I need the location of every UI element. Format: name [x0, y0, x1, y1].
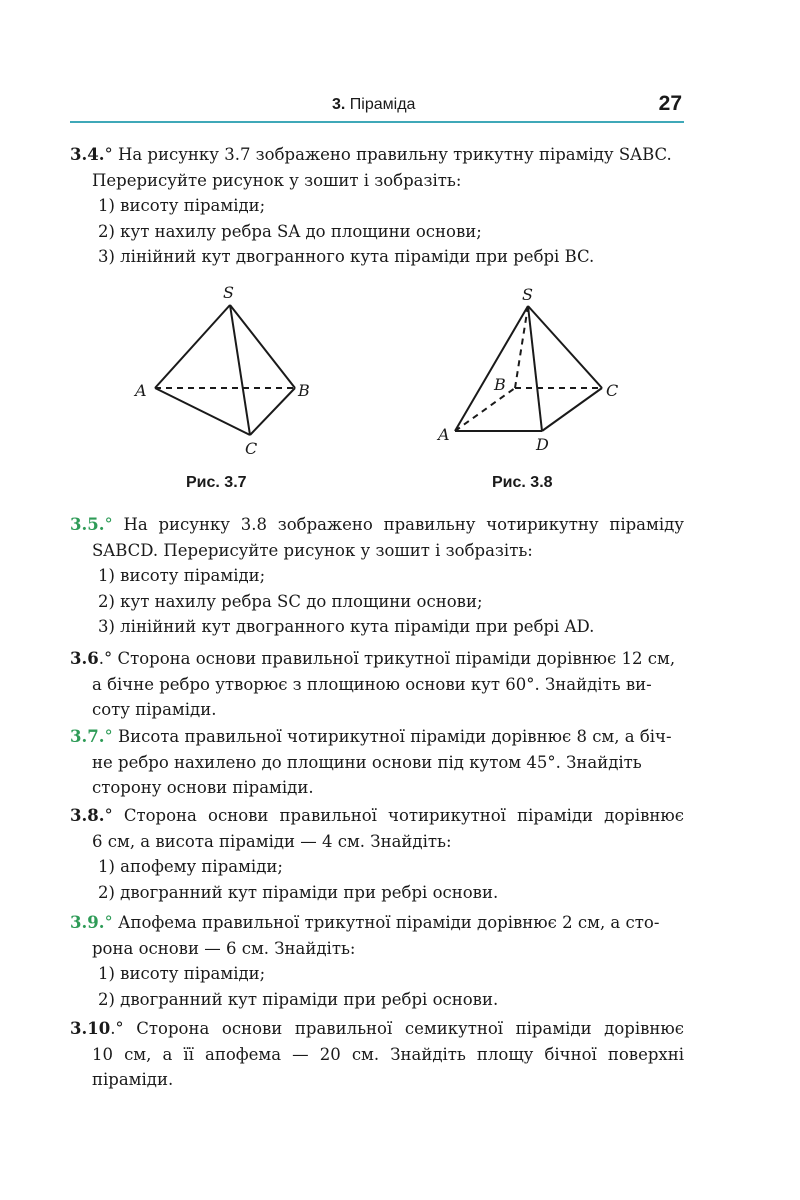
problem-number: 3.7. — [70, 727, 105, 746]
problem-line: 2) кут нахилу ребра SA до площини основи; — [98, 221, 482, 241]
vertex-label-d: D — [536, 435, 549, 454]
problem-line: а бічне ребро утворює з площиною основи кут 60°. Знайдіть ви- — [92, 674, 652, 694]
chapter-title: 3. Піраміда — [332, 96, 416, 113]
page-number: 27 — [658, 92, 682, 115]
problem-line: SABCD. Перерисуйте рисунок у зошит і зобразіть: — [92, 540, 533, 560]
problem-line: 6 см, а висота піраміди — 4 см. Знайдіть: — [92, 831, 452, 851]
problem-line: Сторона основи правильної трикутної піраміди дорівнює 12 см, — [117, 649, 676, 668]
problem-line: соту піраміди. — [92, 700, 217, 719]
problem-3-9: 3.9.° Апофема правильної трикутної піраміди дорівнює 2 см, а сто- рона основи — 6 см. Знайдіть: 1) висоту піраміди; 2) двогранний кут піраміди при ребрі основи. — [70, 910, 684, 1012]
problem-line: рона основи — 6 см. Знайдіть: — [92, 938, 356, 958]
problem-number: 3.4. — [70, 145, 105, 164]
edge-bc — [250, 388, 295, 435]
edge-sc — [528, 306, 602, 388]
problem-number: 3.10 — [70, 1019, 111, 1038]
problem-line: Висота правильної чотирикутної піраміди дорівнює 8 см, а біч- — [117, 727, 672, 746]
vertex-label-a: A — [135, 381, 147, 400]
problem-line: Сторона основи правильної семикутної піраміди дорівнює — [136, 1019, 685, 1038]
problem-3-8: 3.8.° Сторона основи правильної чотирикутної піраміди дорівнює 6 см, а висота піраміди — 4 см. Знайдіть: 1) апофему піраміди; 2) двогранний кут піраміди при ребрі основи. — [70, 803, 684, 905]
vertex-label-s: S — [223, 283, 234, 302]
problem-number: 3.9. — [70, 913, 105, 932]
vertex-label-c: C — [245, 439, 258, 458]
problem-number: 3.6 — [70, 649, 99, 668]
problem-line: На рисунку 3.8 зображено правильну чотирикутну піраміду — [123, 515, 685, 534]
problem-line: Перерисуйте рисунок у зошит і зобразіть: — [92, 170, 462, 190]
figure-caption-3-8: Рис. 3.8 — [492, 474, 553, 491]
problem-line: не ребро нахилено до площини основи під кутом 45°. Знайдіть — [92, 752, 642, 772]
problem-line: сторону основи піраміди. — [92, 778, 314, 797]
problem-line: 1) апофему піраміди; — [98, 857, 283, 876]
problem-number: 3.5. — [70, 515, 105, 534]
problem-number: 3.8. — [70, 806, 105, 825]
problem-line: 3) лінійний кут двогранного кута піраміди при ребрі AD. — [98, 617, 595, 636]
problem-line: 1) висоту піраміди; — [98, 964, 266, 983]
problem-3-4: 3.4.° На рисунку 3.7 зображено правильну трикутну піраміду SABC. Перерисуйте рисунок у зошит і зобразіть: 1) висоту піраміди; 2) кут нахилу ребра SA до площини основи; 3) лінійний кут двогранного кута піраміди при ребрі BC. — [70, 142, 684, 270]
figure-3-7 — [130, 280, 330, 460]
page-header — [70, 92, 684, 122]
vertex-label-a: A — [438, 425, 450, 444]
problem-line: 2) кут нахилу ребра SC до площини основи; — [98, 591, 483, 611]
header-rule — [70, 121, 684, 123]
figure-3-8 — [430, 280, 640, 460]
vertex-label-b: B — [494, 375, 506, 394]
problem-3-7: 3.7.° Висота правильної чотирикутної піраміди дорівнює 8 см, а біч- не ребро нахилено до площини основи під кутом 45°. Знайдіть сторону основи піраміди. — [70, 724, 684, 801]
problem-line: Сторона основи правильної чотирикутної піраміди дорівнює — [123, 806, 684, 825]
problem-3-5: 3.5.° На рисунку 3.8 зображено правильну чотирикутну піраміду SABCD. Перерисуйте рисунок у зошит і зобразіть: 1) висоту піраміди; 2) кут нахилу ребра SC до площини основи; 3) лінійний кут двогранного кута піраміди при ребрі AD. — [70, 512, 684, 640]
edge-ac — [155, 388, 250, 435]
problem-line: 10 см, а її апофема — 20 см. Знайдіть площу бічної поверхні — [92, 1044, 684, 1064]
problem-line: Апофема правильної трикутної піраміди дорівнює 2 см, а сто- — [117, 913, 660, 932]
problem-line: На рисунку 3.7 зображено правильну трикутну піраміду SABC. — [117, 145, 672, 164]
problem-line: 3) лінійний кут двогранного кута піраміди при ребрі BC. — [98, 247, 595, 266]
edge-sb — [230, 305, 295, 388]
problem-3-10: 3.10.° Сторона основи правильної семикутної піраміди дорівнює 10 см, а її апофема — 20 см. Знайдіть площу бічної поверхні піраміди. — [70, 1016, 684, 1093]
figure-caption-3-7: Рис. 3.7 — [186, 474, 247, 491]
edge-sc — [230, 305, 250, 435]
problem-line: 2) двогранний кут піраміди при ребрі основи. — [98, 882, 499, 902]
problem-line: 1) висоту піраміди; — [98, 196, 266, 215]
edge-sd — [528, 306, 542, 431]
vertex-label-c: C — [606, 381, 619, 400]
edge-sa — [155, 305, 230, 388]
problem-line: 1) висоту піраміди; — [98, 566, 266, 585]
problem-line: піраміди. — [92, 1070, 174, 1089]
edge-dc — [542, 388, 602, 431]
vertex-label-b: B — [298, 381, 310, 400]
edge-sa — [455, 306, 528, 431]
edge-ab-hidden — [455, 388, 515, 431]
vertex-label-s: S — [522, 285, 533, 304]
problem-line: 2) двогранний кут піраміди при ребрі основи. — [98, 989, 499, 1009]
problem-3-6: 3.6.° Сторона основи правильної трикутної піраміди дорівнює 12 см, а бічне ребро утворює з площиною основи кут 60°. Знайдіть ви- соту піраміди. — [70, 646, 684, 723]
